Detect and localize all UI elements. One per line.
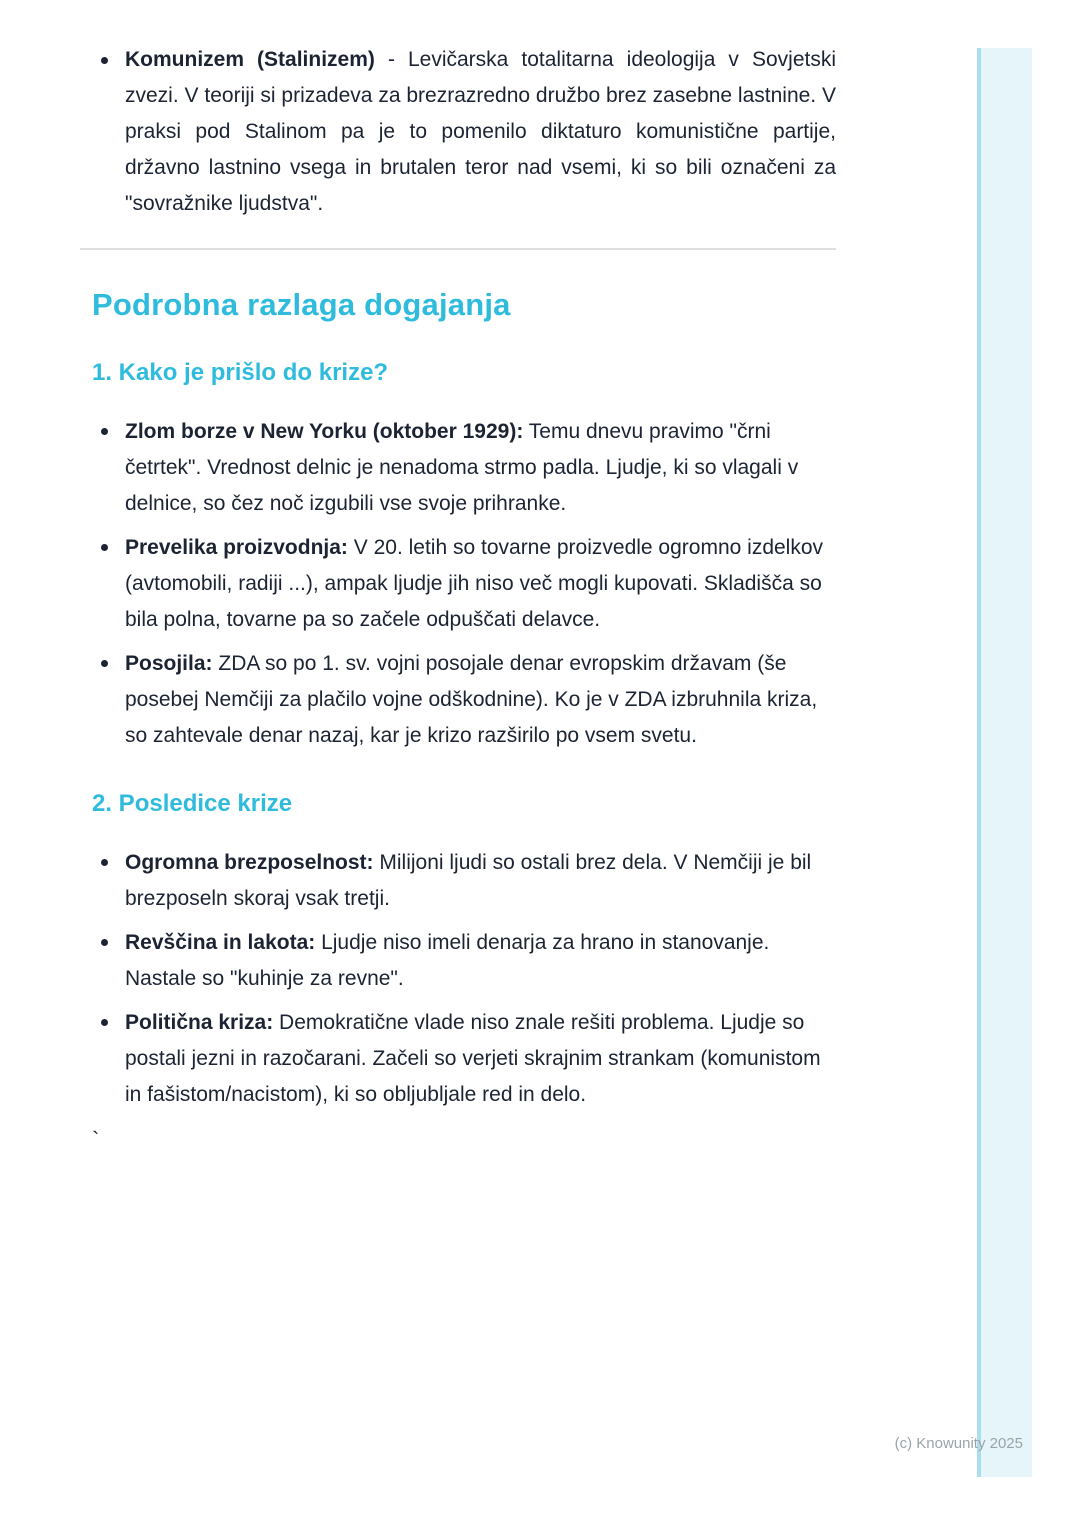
list-item xyxy=(92,42,836,222)
subsection-heading-consequences: 2. Posledice krize xyxy=(92,789,293,817)
list-item xyxy=(92,646,836,754)
page-title: Podrobna razlaga dogajanja xyxy=(92,287,511,322)
content-column xyxy=(92,42,836,1151)
list-item xyxy=(92,414,836,522)
item-text: Ljudje niso imeli denarja za hrano in stanovanje. Nastale so "kuhinje za revne". xyxy=(125,930,770,990)
item-text: Demokratične vlade niso znale rešiti problema. Ljudje so postali jezni in razočarani. Začeli so verjeti skrajnim strankam (komunistom in fašistom/nacistom), ki so obljubljale red in delo. xyxy=(125,1010,821,1106)
term-bold: Ogromna brezposelnost: xyxy=(125,850,374,874)
list-item xyxy=(92,530,836,638)
right-accent-bar xyxy=(977,48,1032,1477)
causes-list xyxy=(92,414,836,754)
intro-list xyxy=(92,42,836,222)
subsection-heading-causes: 1. Kako je prišlo do krize? xyxy=(92,359,389,387)
item-text: Milijoni ljudi so ostali brez dela. V Nemčiji je bil brezposeln skoraj vsak tretji. xyxy=(125,850,812,910)
item-text: - Levičarska totalitarna ideologija v Sovjetski zvezi. V teoriji si prizadeva za brezrazredno družbo brez zasebne lastnine. V praksi pod Stalinom pa je to pomenilo diktaturo komunistične partije, državno lastnino vsega in brutalen teror nad vsemi, ki so bili označeni za "sovražnike ljudstva". xyxy=(125,48,836,215)
consequences-list xyxy=(92,845,836,1113)
item-text: Temu dnevu pravimo "črni četrtek". Vrednost delnic je nenadoma strmo padla. Ljudje, ki so vlagali v delnice, so čez noč izgubili vse svoje prihranke. xyxy=(125,419,799,515)
section-divider xyxy=(80,248,836,250)
list-item xyxy=(92,845,836,917)
term-bold: Prevelika proizvodnja: xyxy=(125,535,348,559)
stray-backtick: ` xyxy=(92,1126,100,1152)
list-item xyxy=(92,1005,836,1113)
term-bold: Revščina in lakota: xyxy=(125,930,316,954)
term-bold: Komunizem (Stalinizem) xyxy=(125,48,375,71)
item-text: ZDA so po 1. sv. vojni posojale denar evropskim državam (še posebej Nemčiji za plačilo vojne odškodnine). Ko je v ZDA izbruhnila kriza, so zahtevale denar nazaj, kar je krizo razširilo po vsem svetu. xyxy=(125,651,818,747)
list-item xyxy=(92,925,836,997)
copyright-note: (c) Knowunity 2025 xyxy=(894,1435,1023,1452)
term-bold: Politična kriza: xyxy=(125,1010,274,1034)
term-bold: Zlom borze v New Yorku (oktober 1929): xyxy=(125,419,524,443)
term-bold: Posojila: xyxy=(125,651,213,675)
item-text: V 20. letih so tovarne proizvedle ogromno izdelkov (avtomobili, radiji ...), ampak ljudje jih niso več mogli kupovati. Skladišča so bila polna, tovarne pa so začele odpuščati delavce. xyxy=(125,535,824,631)
